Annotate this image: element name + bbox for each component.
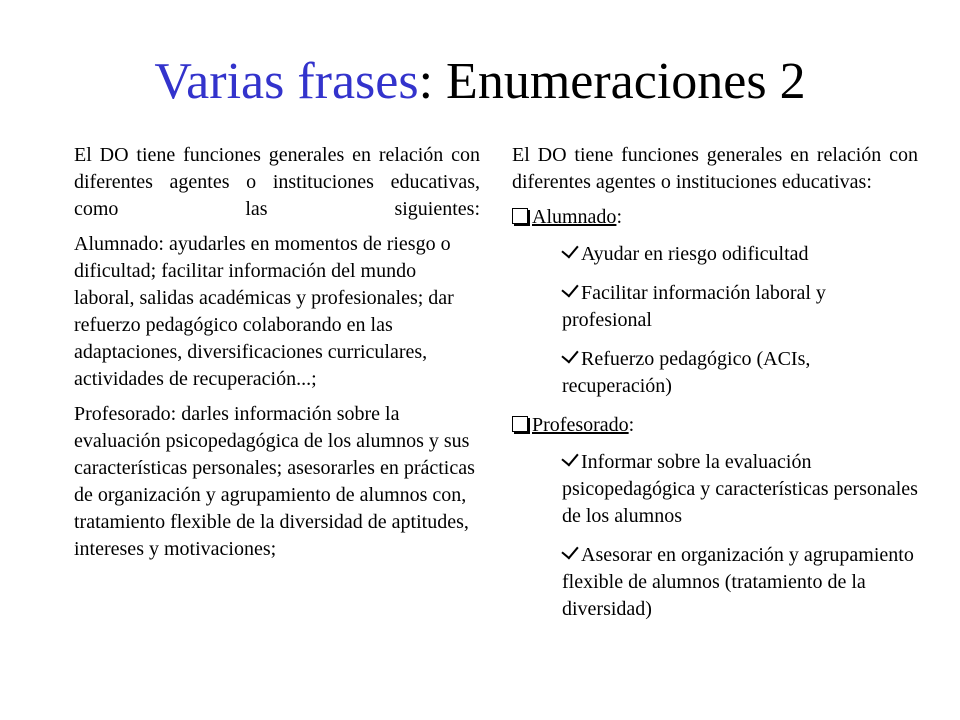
group-profesorado bbox=[512, 412, 918, 439]
left-column bbox=[74, 142, 480, 571]
checkmark-icon bbox=[561, 542, 578, 560]
checkmark-icon bbox=[561, 241, 578, 259]
group-suffix: : bbox=[628, 414, 635, 436]
alumnado-list bbox=[562, 241, 918, 400]
checkbox-bullet-icon bbox=[512, 416, 528, 432]
right-intro: El DO tiene funciones generales en relación con diferentes agentes o instituciones educativas: bbox=[512, 144, 918, 193]
left-alumnado-paragraph: Alumnado: ayudarles en momentos de riesgo o dificultad; facilitar información del mundo laboral, salidas académicas y profesionales; dar refuerzo pedagógico colaborando en las adaptaciones, diversificaciones curriculares, actividades de recuperación...; bbox=[74, 233, 454, 390]
title-highlight: Varias frases bbox=[154, 53, 419, 110]
checkmark-icon bbox=[561, 280, 578, 298]
checkbox-bullet-icon bbox=[512, 208, 528, 224]
list-item: Informar sobre la evaluación psicopedagógica y características personales de los alumnos bbox=[562, 449, 918, 530]
profesorado-list bbox=[562, 449, 918, 623]
list-item: Facilitar información laboral y profesional bbox=[562, 280, 918, 334]
right-column bbox=[512, 142, 918, 635]
slide-title bbox=[0, 52, 960, 112]
group-label: Profesorado bbox=[532, 414, 629, 436]
group-alumnado bbox=[512, 204, 918, 231]
left-profesorado-paragraph: Profesorado: darles información sobre la evaluación psicopedagógica de los alumnos y sus características personales; asesorarles en prácticas de organización y agrupamiento de alumnos con, tratamiento flexible de la diversidad de aptitudes, intereses y motivaciones; bbox=[74, 403, 475, 560]
list-item: Refuerzo pedagógico (ACIs, recuperación) bbox=[562, 346, 918, 400]
list-item: Asesorar en organización y agrupamiento flexible de alumnos (tratamiento de la diversidad) bbox=[562, 542, 918, 623]
group-label: Alumnado bbox=[532, 206, 617, 228]
checkmark-icon bbox=[561, 346, 578, 364]
group-suffix: : bbox=[616, 206, 622, 228]
title-rest: : Enumeraciones 2 bbox=[418, 53, 806, 110]
checkmark-icon bbox=[561, 449, 578, 467]
list-item: Ayudar en riesgo odificultad bbox=[562, 241, 918, 268]
left-intro: El DO tiene funciones generales en relación con diferentes agentes o instituciones educativas, como las siguientes: bbox=[74, 144, 480, 220]
